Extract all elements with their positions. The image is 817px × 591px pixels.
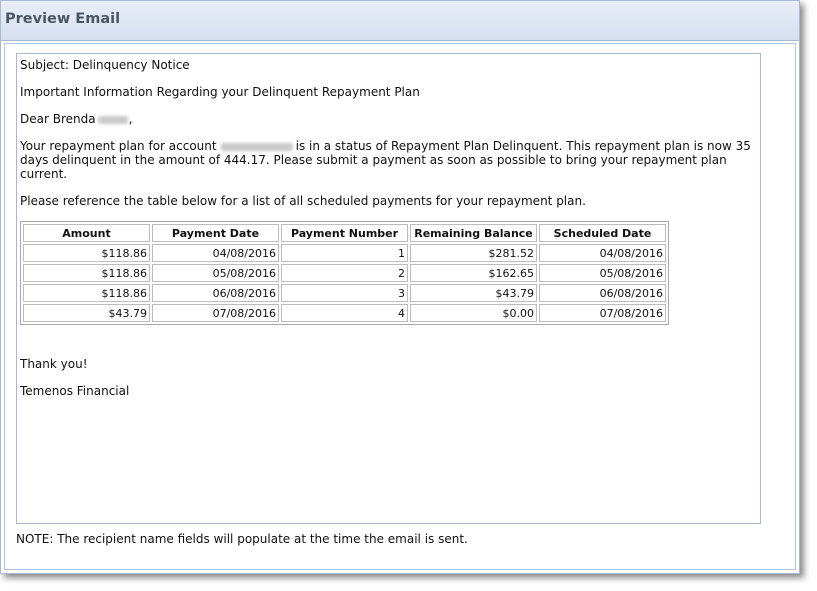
cell-scheduled-date: 04/08/2016 [539, 244, 666, 262]
redacted-last-name [98, 116, 128, 124]
column-header-scheduled-date: Scheduled Date [539, 224, 666, 242]
column-header-remaining-balance: Remaining Balance [410, 224, 537, 242]
cell-payment-number: 2 [281, 264, 408, 282]
table-row [23, 284, 666, 302]
cell-remaining-balance: $0.00 [410, 304, 537, 322]
cell-scheduled-date: 07/08/2016 [539, 304, 666, 322]
cell-payment-number: 3 [281, 284, 408, 302]
email-preview-frame[interactable] [16, 53, 761, 524]
dialog-title: Preview Email [5, 11, 121, 27]
column-header-payment-number: Payment Number [281, 224, 408, 242]
table-row [23, 304, 666, 322]
recipient-note: NOTE: The recipient name fields will populate at the time the email is sent. [16, 532, 468, 546]
dialog-content [4, 43, 796, 570]
table-header-row [23, 224, 666, 242]
cell-amount: $118.86 [23, 244, 150, 262]
cell-amount: $118.86 [23, 284, 150, 302]
cell-amount: $118.86 [23, 264, 150, 282]
cell-amount: $43.79 [23, 304, 150, 322]
cell-scheduled-date: 05/08/2016 [539, 264, 666, 282]
body-part1: Your repayment plan for account [20, 139, 217, 153]
greeting-prefix: Dear Brenda [20, 112, 96, 126]
body-part2: is in a status of Repayment Plan Delinquent. This repayment plan is now 35 days delinquent in the amount of 444.17. Please submit a payment as soon as possible to bring your repayment plan current. [20, 139, 751, 181]
cell-payment-date: 07/08/2016 [152, 304, 279, 322]
cell-payment-number: 4 [281, 304, 408, 322]
email-heading: Important Information Regarding your Delinquent Repayment Plan [20, 85, 420, 99]
table-row [23, 264, 666, 282]
redacted-account-number [221, 143, 293, 151]
email-signature: Temenos Financial [20, 384, 130, 398]
cell-scheduled-date: 06/08/2016 [539, 284, 666, 302]
cell-payment-date: 06/08/2016 [152, 284, 279, 302]
dialog-titlebar [1, 1, 799, 41]
cell-remaining-balance: $162.65 [410, 264, 537, 282]
payments-table [20, 221, 669, 325]
cell-remaining-balance: $43.79 [410, 284, 537, 302]
email-body-paragraph [20, 139, 760, 181]
cell-payment-number: 1 [281, 244, 408, 262]
table-intro: Please reference the table below for a list of all scheduled payments for your repayment plan. [20, 194, 586, 208]
email-closing: Thank you! [20, 357, 88, 371]
cell-payment-date: 05/08/2016 [152, 264, 279, 282]
email-subject: Subject: Delinquency Notice [20, 58, 190, 72]
cell-remaining-balance: $281.52 [410, 244, 537, 262]
table-row [23, 244, 666, 262]
cell-payment-date: 04/08/2016 [152, 244, 279, 262]
email-greeting [20, 112, 760, 126]
column-header-payment-date: Payment Date [152, 224, 279, 242]
column-header-amount: Amount [23, 224, 150, 242]
greeting-suffix: , [128, 112, 133, 126]
